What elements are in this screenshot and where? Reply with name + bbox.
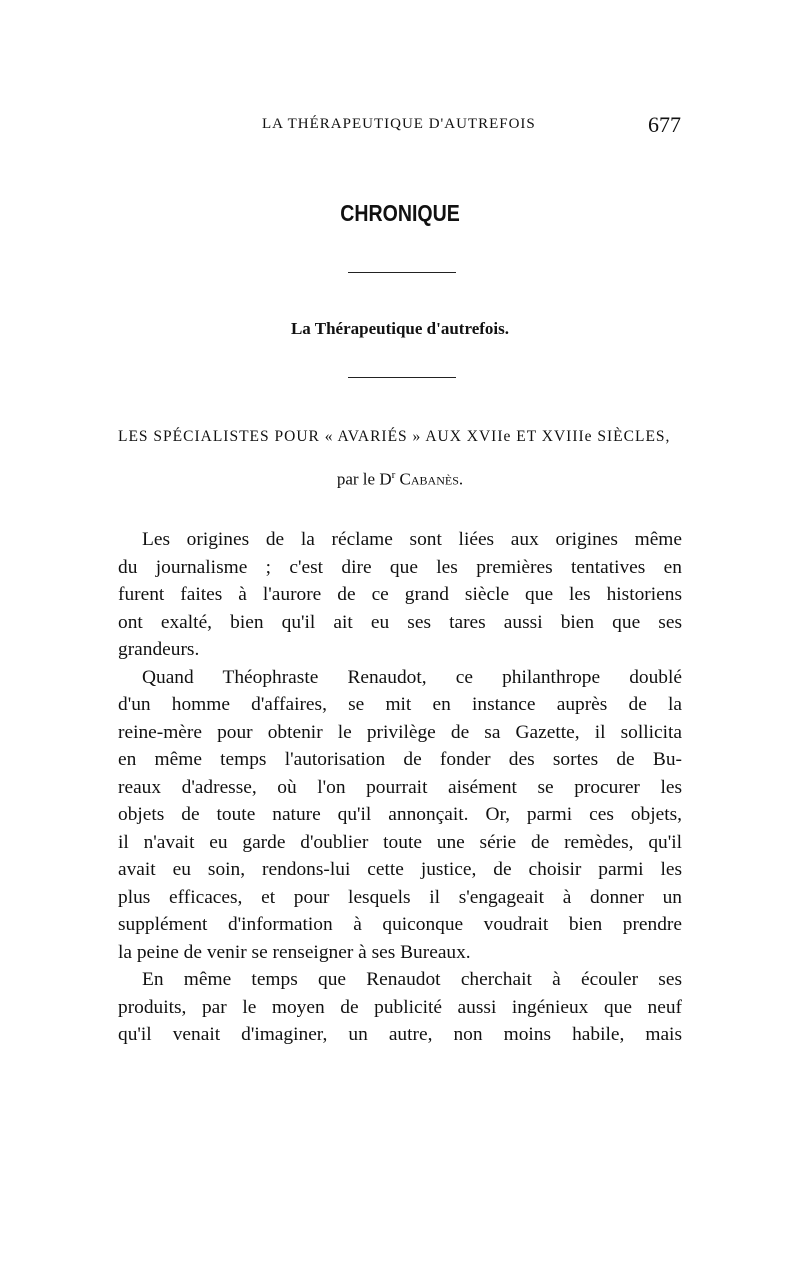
page-number: 677: [648, 112, 681, 137]
article-subtitle: LES SPÉCIALISTES POUR « AVARIÉS » AUX XVIIe ET XVIIIe SIÈCLES,: [118, 428, 671, 445]
text-line: il n'avait eu garde d'oublier toute une série de remèdes, qu'il: [118, 831, 682, 853]
text-line: en même temps l'autorisation de fonder des sortes de Bu-: [118, 749, 682, 770]
paragraph: [118, 966, 682, 1049]
divider-rule: [348, 272, 456, 273]
text-line: reine-mère pour obtenir le privilège de sa Gazette, il sollicita: [118, 721, 682, 743]
text-line: du journalisme ; c'est dire que les premières tentatives en: [118, 556, 682, 578]
paragraph: [118, 526, 682, 664]
text-line: plus efficaces, et pour lesquels il s'engageait à donner un: [118, 886, 682, 908]
text-line: d'un homme d'affaires, se mit en instance auprès de la: [118, 694, 682, 715]
text-line: furent faites à l'aurore de ce grand siècle que les historiens: [118, 584, 682, 605]
text-line: grandeurs.: [118, 639, 200, 660]
text-line: qu'il venait d'imaginer, un autre, non moins habile, mais: [118, 1024, 682, 1045]
text-line: Les origines de la réclame sont liées aux origines même: [142, 529, 682, 550]
text-line: ont exalté, bien qu'il ait eu ses tares aussi bien que ses: [118, 611, 682, 633]
paragraph: [118, 664, 682, 967]
text-line: objets de toute nature qu'il annonçait. Or, parmi ces objets,: [118, 804, 682, 825]
byline-author: Cabanès.: [399, 469, 464, 489]
article-title: La Thérapeutique d'autrefois.: [290, 319, 510, 338]
section-title: CHRONIQUE: [340, 200, 460, 226]
running-header: [0, 112, 800, 142]
text-line: Quand Théophraste Renaudot, ce philanthrope doublé: [142, 666, 682, 688]
running-title: LA THÉRAPEUTIQUE D'AUTREFOIS: [262, 116, 536, 132]
text-line: supplément d'information à quiconque voudrait bien prendre: [118, 914, 682, 935]
text-line: reaux d'adresse, où l'on pourrait aisément se procurer les: [118, 776, 682, 798]
byline-prefix: par le D: [336, 469, 392, 489]
byline-sup: r: [391, 469, 396, 481]
text-line: produits, par le moyen de publicité aussi ingénieux que neuf: [118, 996, 682, 1018]
divider-rule: [348, 377, 456, 378]
body-text: [118, 526, 682, 1049]
text-line: la peine de venir se renseigner à ses Bureaux.: [118, 941, 471, 963]
text-line: En même temps que Renaudot cherchait à écouler ses: [142, 969, 682, 990]
text-line: avait eu soin, rendons-lui cette justice, de choisir parmi les: [118, 859, 682, 880]
byline: [0, 469, 800, 490]
